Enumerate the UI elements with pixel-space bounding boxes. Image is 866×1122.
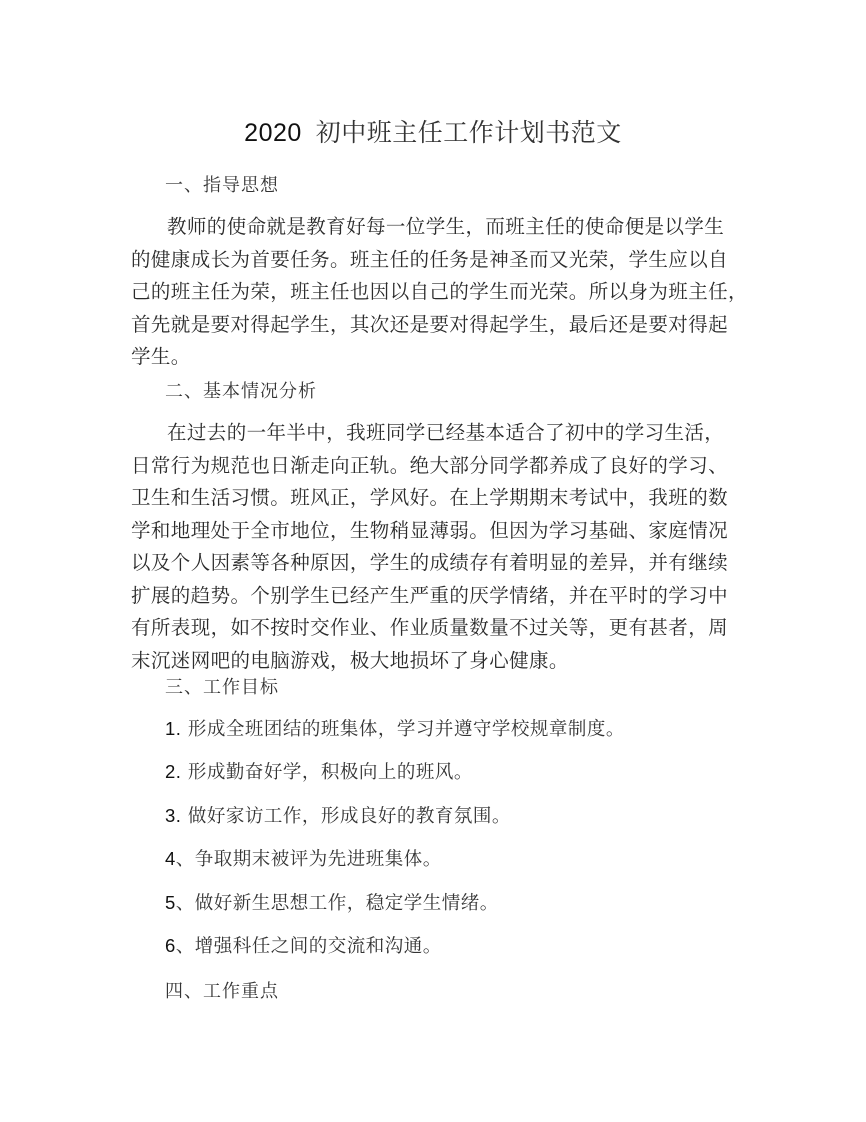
goal-number: 3. <box>165 805 182 826</box>
paragraph-line: 首先就是要对得起学生，其次还是要对得起学生，最后还是要对得起 <box>131 312 729 336</box>
paragraph-line: 日常行为规范也日渐走向正轨。绝大部分同学都养成了良好的学习、 <box>131 453 729 477</box>
paragraph-line: 学生。 <box>131 345 191 368</box>
goal-number: 5 <box>165 892 176 913</box>
goal-text: 、争取期末被评为先进班集体。 <box>175 849 442 870</box>
goal-item <box>165 758 473 784</box>
document-title <box>0 113 866 149</box>
goal-number: 4 <box>165 848 176 869</box>
goal-item <box>165 932 442 958</box>
paragraph-line: 己的班主任为荣，班主任也因以自己的学生而光荣。所以身为班主任， <box>131 280 748 303</box>
section-heading-work-goals: 三、工作目标 <box>165 677 279 698</box>
section-heading-guiding-thought: 一、指导思想 <box>165 175 279 196</box>
paragraph-line: 学和地理处于全市地位，生物稍显薄弱。但因为学习基础、家庭情况 <box>131 518 729 542</box>
goal-text: 、增强科任之间的交流和沟通。 <box>175 936 442 957</box>
goal-text: 、做好新生思想工作，稳定学生情绪。 <box>175 893 499 914</box>
paragraph-line: 的健康成长为首要任务。班主任的任务是神圣而又光荣，学生应以自 <box>131 247 729 271</box>
goal-item <box>165 845 442 871</box>
goal-item <box>165 889 499 915</box>
paragraph-line: 卫生和生活习惯。班风正，学风好。在上学期期末考试中，我班的数 <box>131 486 729 509</box>
goal-text: 形成全班团结的班集体，学习并遵守学校规章制度。 <box>181 719 625 740</box>
section-heading-work-focus: 四、工作重点 <box>165 981 279 1002</box>
title-year: 2020 <box>244 119 302 147</box>
paragraph-line: 扩展的趋势。个别学生已经产生严重的厌学情绪，并在平时的学习中 <box>131 583 729 607</box>
goal-item <box>165 802 511 828</box>
section-heading-situation-analysis: 二、基本情况分析 <box>165 381 317 402</box>
section-paragraph-guiding-thought <box>131 211 748 374</box>
section-paragraph-situation-analysis <box>131 417 729 677</box>
goal-text: 形成勤奋好学，积极向上的班风。 <box>181 762 473 783</box>
paragraph-line: 有所表现，如不按时交作业、作业质量数量不过关等，更有甚者，周 <box>131 616 729 639</box>
title-text: 初中班主任工作计划书范文 <box>315 118 622 147</box>
goal-number: 1. <box>165 718 182 739</box>
paragraph-line: 末沉迷网吧的电脑游戏，极大地损坏了身心健康。 <box>131 648 569 672</box>
goal-number: 6 <box>165 935 176 956</box>
goal-number: 2. <box>165 761 182 782</box>
paragraph-line: 教师的使命就是教育好每一位学生，而班主任的使命便是以学生 <box>167 215 725 238</box>
paragraph-line: 以及个人因素等各种原因，学生的成绩存有着明显的差异，并有继续 <box>131 551 729 574</box>
goal-text: 做好家访工作，形成良好的教育氛围。 <box>181 806 511 827</box>
goal-item <box>165 715 625 741</box>
paragraph-line: 在过去的一年半中，我班同学已经基本适合了初中的学习生活， <box>167 421 725 444</box>
